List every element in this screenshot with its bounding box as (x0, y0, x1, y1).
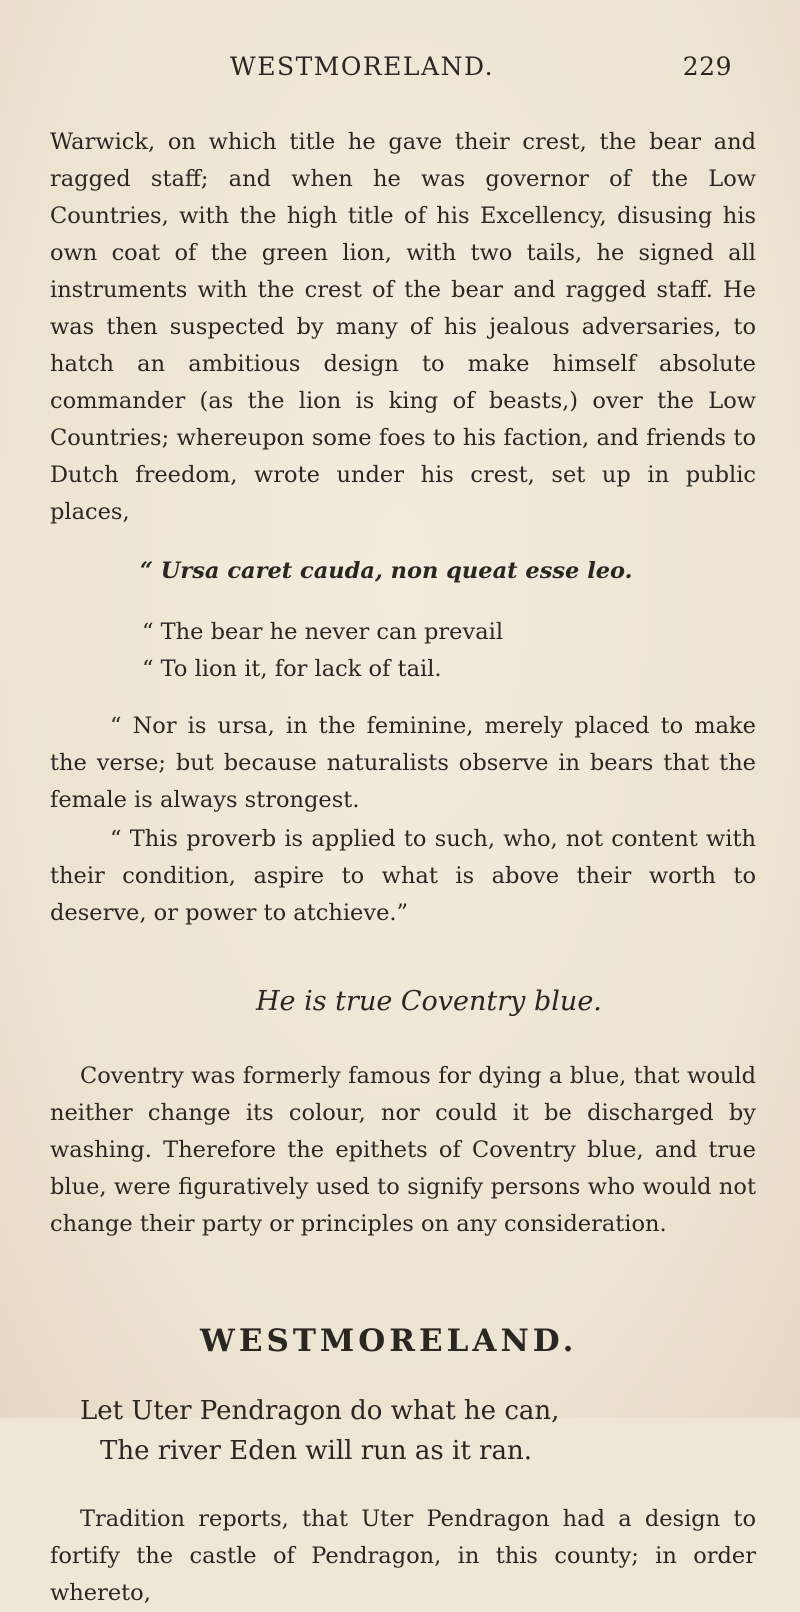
page-number: 229 (682, 52, 732, 81)
page-body (50, 124, 756, 1612)
paragraph-warwick: Warwick, on which title he gave their crest, the bear and ragged staff; and when he was governor of the Low Countries, with the high title of his Excellency, disusing his own coat of the green lion, with two tails, he signed all instruments with the crest of the bear and ragged staff. He was then suspected by many of his jealous adversaries, to hatch an ambitious design to make himself absolute commander (as the lion is king of beasts,) over the Low Countries; whereupon some foes to his faction, and friends to Dutch freedom, wrote under his crest, set up in public places, (50, 129, 756, 525)
running-head (230, 52, 760, 81)
paragraph-coventry: Coventry was formerly famous for dying a blue, that would neither change its colour, nor could it be discharged by washing. Therefore the epithets of Coventry blue, and true blue, were figuratively used to signify persons who would not change their party or principles on any consideration. (50, 1063, 756, 1237)
quote-latin: “ Ursa caret cauda, non queat esse leo. (140, 558, 633, 584)
running-head-title: WESTMORELAND. (230, 52, 495, 81)
proverb-line-2: The river Eden will run as it ran. (100, 1436, 532, 1466)
note-proverb-application: “ This proverb is applied to such, who, not content with their condition, aspire to what is above their worth to deserve, or power to atchieve.” (50, 826, 756, 926)
proverb-line-1: Let Uter Pendragon do what he can, (80, 1396, 560, 1426)
note-ursa: “ Nor is ursa, in the feminine, merely placed to make the verse; but because naturalists observe in bears that the female is always strongest. (50, 713, 756, 813)
section-heading-westmoreland: WESTMORELAND. (200, 1323, 578, 1359)
quote-verse-line-2: “ To lion it, for lack of tail. (142, 656, 442, 682)
proverb-heading-coventry: He is true Coventry blue. (256, 986, 602, 1017)
paragraph-tradition: Tradition reports, that Uter Pendragon had a design to fortify the castle of Pendragon, in this county; in order whereto, (50, 1506, 756, 1606)
quote-verse-line-1: “ The bear he never can prevail (142, 619, 504, 645)
